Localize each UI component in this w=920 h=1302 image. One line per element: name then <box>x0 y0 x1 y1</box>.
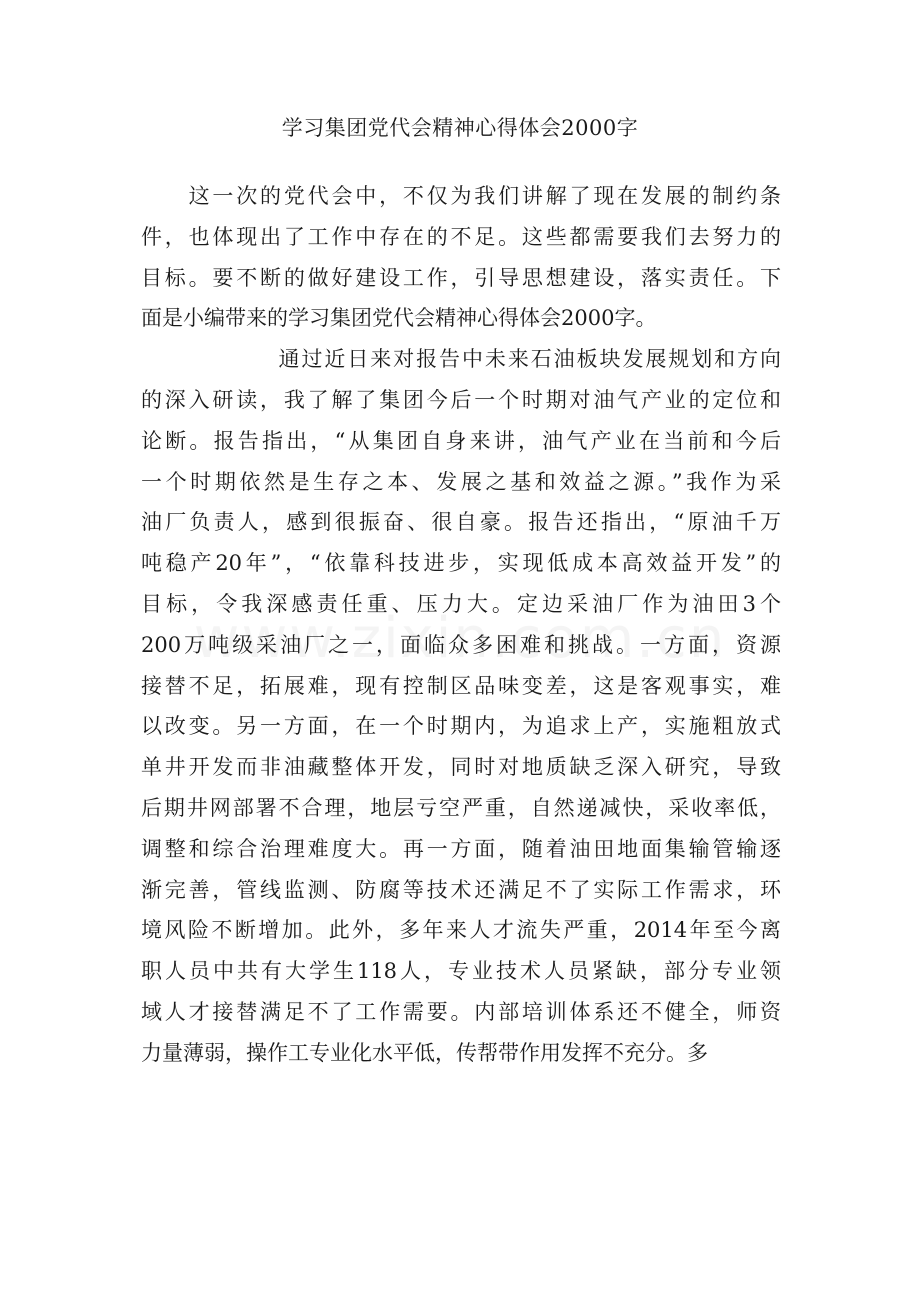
text-line: 吨稳产20年”，“依靠科技进步，实现低成本高效益开发”的 <box>141 551 781 576</box>
text-line: 200万吨级采油厂之一，面临众多困难和挑战。一方面，资源 <box>141 632 781 657</box>
text-line: 调整和综合治理难度大。再一方面，随着油田地面集输管输逐 <box>141 836 781 861</box>
text-line: 件，也体现出了工作中存在的不足。这些都需要我们去努力的 <box>141 224 781 249</box>
text-line: 力量薄弱，操作工专业化水平低，传帮带作用发挥不充分。多 <box>141 1040 708 1065</box>
text-line: 通过近日来对报告中未来石油板块发展规划和方向 <box>141 347 781 372</box>
text-line: 的深入研读，我了解了集团今后一个时期对油气产业的定位和 <box>141 387 781 412</box>
document-title: 学习集团党代会精神心得体会2000字 <box>281 116 639 140</box>
text-line: 目标，令我深感责任重、压力大。定边采油厂作为油田3个 <box>141 591 781 616</box>
text-line: 渐完善，管线监测、防腐等技术还满足不了实际工作需求，环 <box>141 877 781 902</box>
text-line: 这一次的党代会中，不仅为我们讲解了现在发展的制约条 <box>141 184 781 208</box>
text-line: 域人才接替满足不了工作需要。内部培训体系还不健全，师资 <box>141 999 781 1024</box>
text-line: 油厂负责人，感到很振奋、很自豪。报告还指出，“原油千万 <box>141 510 781 535</box>
text-line: 境风险不断增加。此外，多年来人才流失严重，2014年至今离 <box>141 918 781 943</box>
text-line: 以改变。另一方面，在一个时期内，为追求上产，实施粗放式 <box>141 714 781 739</box>
text-line: 后期井网部署不合理，地层亏空严重，自然递减快，采收率低， <box>141 795 781 820</box>
text-line: 单井开发而非油藏整体开发，同时对地质缺乏深入研究，导致 <box>141 755 781 780</box>
document-body <box>141 176 781 1074</box>
text-line: 职人员中共有大学生118人，专业技术人员紧缺，部分专业领 <box>141 959 781 984</box>
text-line: 面是小编带来的学习集团党代会精神心得体会2000字。 <box>141 306 657 331</box>
text-line: 接替不足，拓展难，现有控制区品味变差，这是客观事实，难 <box>141 673 781 698</box>
text-line: 论断。报告指出，“从集团自身来讲，油气产业在当前和今后 <box>141 428 781 453</box>
text-line: 目标。要不断的做好建设工作，引导思想建设，落实责任。下 <box>141 265 781 290</box>
text-line: 一个时期依然是生存之本、发展之基和效益之源。”我作为采 <box>141 469 781 494</box>
